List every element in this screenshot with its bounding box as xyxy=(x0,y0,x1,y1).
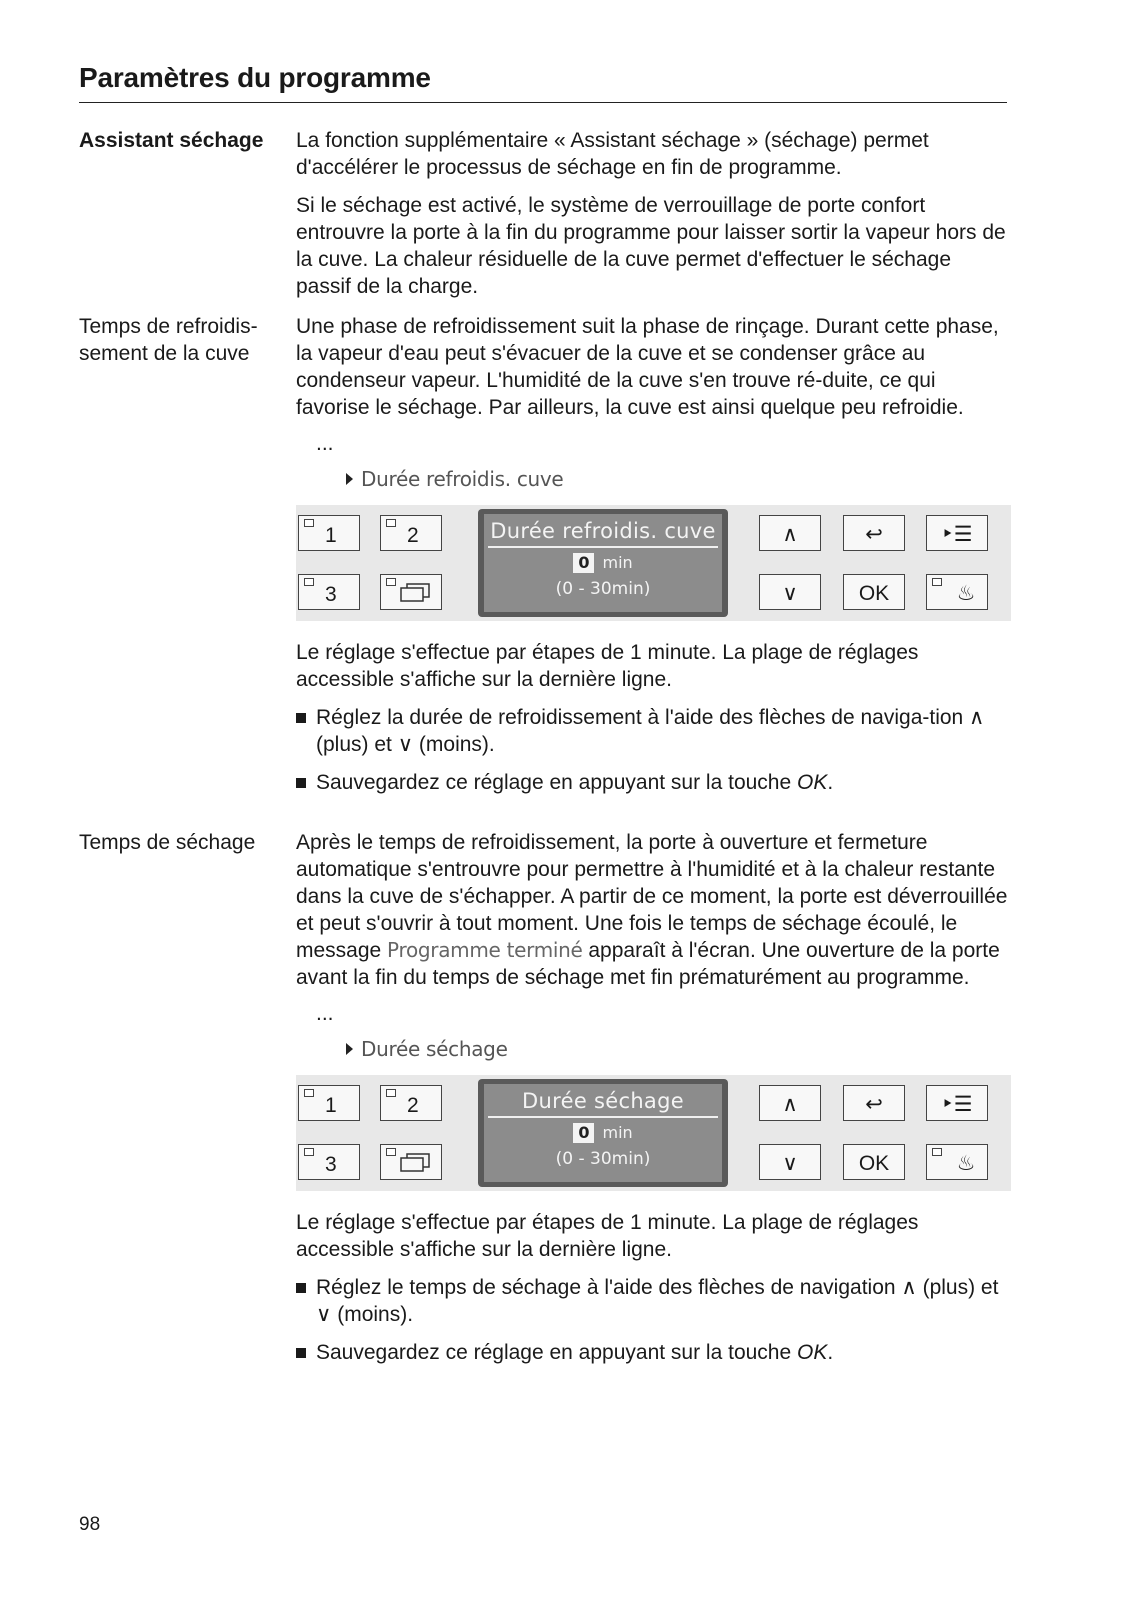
page-number: 98 xyxy=(79,1514,101,1535)
list-item-text: Sauvegardez ce réglage en appuyant sur la touche xyxy=(316,1341,798,1364)
led-indicator xyxy=(932,578,942,586)
bullet-square-icon xyxy=(296,1348,306,1358)
up-arrow-icon: ∧ xyxy=(782,1093,798,1116)
led-indicator xyxy=(304,519,314,527)
led-indicator xyxy=(386,578,396,586)
down-arrow-icon: ∨ xyxy=(782,1152,798,1175)
back-button[interactable] xyxy=(843,1085,905,1121)
paragraph xyxy=(296,829,1009,991)
ok-label: OK xyxy=(858,582,890,605)
program-button-1[interactable] xyxy=(298,515,360,551)
list-item-text: Réglez le temps de séchage à l'aide des flèches de navigation ∧ (plus) et ∨ (moins). xyxy=(316,1276,999,1326)
drying-button[interactable] xyxy=(926,1144,988,1180)
list-item xyxy=(296,1339,1009,1366)
section-label: Temps de refroidis-sement de la cuve xyxy=(79,315,258,365)
paragraph: La fonction supplémentaire « Assistant séchage » (séchage) permet d'accélérer le processus de séchage en fin de programme. xyxy=(296,129,929,179)
key-label: 2 xyxy=(407,1094,419,1117)
up-arrow-button[interactable] xyxy=(759,515,821,551)
down-arrow-icon: ∨ xyxy=(782,582,798,605)
menu-button[interactable] xyxy=(926,1085,988,1121)
menu-path-label: Durée séchage xyxy=(361,1037,508,1061)
ok-key-name: OK xyxy=(797,771,828,794)
drying-button[interactable] xyxy=(926,574,988,610)
ok-button[interactable] xyxy=(843,1144,905,1180)
more-programs-button[interactable] xyxy=(380,574,442,610)
down-arrow-button[interactable] xyxy=(759,1144,821,1180)
bullet-square-icon xyxy=(296,713,306,723)
program-button-1[interactable] xyxy=(298,1085,360,1121)
lcd-display xyxy=(478,1079,728,1187)
display-value: 0 xyxy=(573,553,594,573)
up-arrow-button[interactable] xyxy=(759,1085,821,1121)
display-range: (0 - 30min) xyxy=(555,579,651,599)
punctuation: . xyxy=(827,1341,834,1364)
section-assistant xyxy=(79,127,1009,311)
led-indicator xyxy=(386,519,396,527)
led-indicator xyxy=(932,1148,942,1156)
section-cooling xyxy=(79,313,1009,807)
display-title: Durée séchage xyxy=(488,1084,718,1118)
menu-list-icon: ‣☰ xyxy=(941,1093,973,1116)
back-arrow-icon: ↩ xyxy=(865,1093,883,1116)
menu-list-icon: ‣☰ xyxy=(941,523,973,546)
led-indicator xyxy=(304,578,314,586)
display-range: (0 - 30min) xyxy=(555,1149,651,1169)
list-item-text: Sauvegardez ce réglage en appuyant sur la touche xyxy=(316,771,798,794)
paragraph-text: apparaît à l'écran. Une ouverture de la porte avant la fin du temps de séchage met fin prématurément au programme. xyxy=(296,939,1000,989)
paragraph: Si le séchage est activé, le système de verrouillage de porte confort entrouvre la porte à la fin du programme pour laisser sortir la vapeur hors de la cuve. La chaleur résiduelle de la cuve permet d'effectuer le séchage passif de la charge. xyxy=(296,194,1006,298)
display-value: 0 xyxy=(573,1123,594,1143)
key-label: 2 xyxy=(407,524,419,547)
page-title: Paramètres du programme xyxy=(79,62,1007,103)
led-indicator xyxy=(386,1148,396,1156)
display-message: Programme terminé xyxy=(387,938,583,962)
program-button-2[interactable] xyxy=(380,515,442,551)
ellipsis: ... xyxy=(316,432,334,455)
display-unit: min xyxy=(602,1123,633,1142)
list-item xyxy=(296,769,1009,796)
display-value-row xyxy=(484,551,722,575)
menu-path xyxy=(346,1036,1009,1063)
program-button-2[interactable] xyxy=(380,1085,442,1121)
ellipsis: ... xyxy=(316,1002,334,1025)
back-button[interactable] xyxy=(843,515,905,551)
led-indicator xyxy=(304,1089,314,1097)
section-label: Temps de séchage xyxy=(79,831,256,854)
paragraph: Le réglage s'effectue par étapes de 1 minute. La plage de réglages accessible s'affiche sur la dernière ligne. xyxy=(296,641,919,691)
triangle-right-icon xyxy=(346,1043,353,1055)
back-arrow-icon: ↩ xyxy=(865,523,883,546)
key-label: 3 xyxy=(325,583,337,606)
control-panel xyxy=(296,505,1011,621)
bullet-square-icon xyxy=(296,778,306,788)
display-title: Durée refroidis. cuve xyxy=(488,514,718,548)
paragraph-text: Après le temps de refroidissement, la porte à ouverture et fermeture automatique s'entrouvre pour permettre à l'humidité et à la chaleur restante dans la cuve de s'échapper. A partir de ce moment, la porte est déverrouillée et peut s'ouvrir à tout moment. Une fois le temps de séchage écoulé, le message xyxy=(296,831,1008,962)
more-programs-button[interactable] xyxy=(380,1144,442,1180)
punctuation: . xyxy=(827,771,834,794)
list-item xyxy=(296,704,1009,758)
up-arrow-icon: ∧ xyxy=(782,523,798,546)
section-drying xyxy=(79,829,1009,1377)
program-button-3[interactable] xyxy=(298,574,360,610)
menu-path-label: Durée refroidis. cuve xyxy=(361,467,564,491)
led-indicator xyxy=(304,1148,314,1156)
key-label: 1 xyxy=(325,524,337,547)
lcd-display xyxy=(478,509,728,617)
ok-key-name: OK xyxy=(797,1341,828,1364)
windows-stack-icon xyxy=(399,583,433,603)
menu-path xyxy=(346,466,1009,493)
down-arrow-button[interactable] xyxy=(759,574,821,610)
steam-icon: ♨ xyxy=(956,1152,976,1175)
list-item-text: Réglez la durée de refroidissement à l'aide des flèches de naviga-tion ∧ (plus) et ∨ (moins). xyxy=(316,706,985,756)
windows-stack-icon xyxy=(399,1153,433,1173)
key-label: 3 xyxy=(325,1153,337,1176)
paragraph: Le réglage s'effectue par étapes de 1 minute. La plage de réglages accessible s'affiche sur la dernière ligne. xyxy=(296,1211,919,1261)
menu-button[interactable] xyxy=(926,515,988,551)
led-indicator xyxy=(386,1089,396,1097)
list-item xyxy=(296,1274,1009,1328)
steam-icon: ♨ xyxy=(956,582,976,605)
paragraph: Une phase de refroidissement suit la phase de rinçage. Durant cette phase, la vapeur d'eau peut s'évacuer de la cuve et se condenser grâce au condenseur vapeur. L'humidité de la cuve s'en trouve ré-duite, ce qui favorise le séchage. Par ailleurs, la cuve est ainsi quelque peu refroidie. xyxy=(296,315,999,419)
key-label: 1 xyxy=(325,1094,337,1117)
triangle-right-icon xyxy=(346,473,353,485)
display-value-row xyxy=(484,1121,722,1145)
control-panel xyxy=(296,1075,1011,1191)
ok-button[interactable] xyxy=(843,574,905,610)
bullet-square-icon xyxy=(296,1283,306,1293)
program-button-3[interactable] xyxy=(298,1144,360,1180)
display-unit: min xyxy=(602,553,633,572)
section-label: Assistant séchage xyxy=(79,129,264,152)
ok-label: OK xyxy=(858,1152,890,1175)
